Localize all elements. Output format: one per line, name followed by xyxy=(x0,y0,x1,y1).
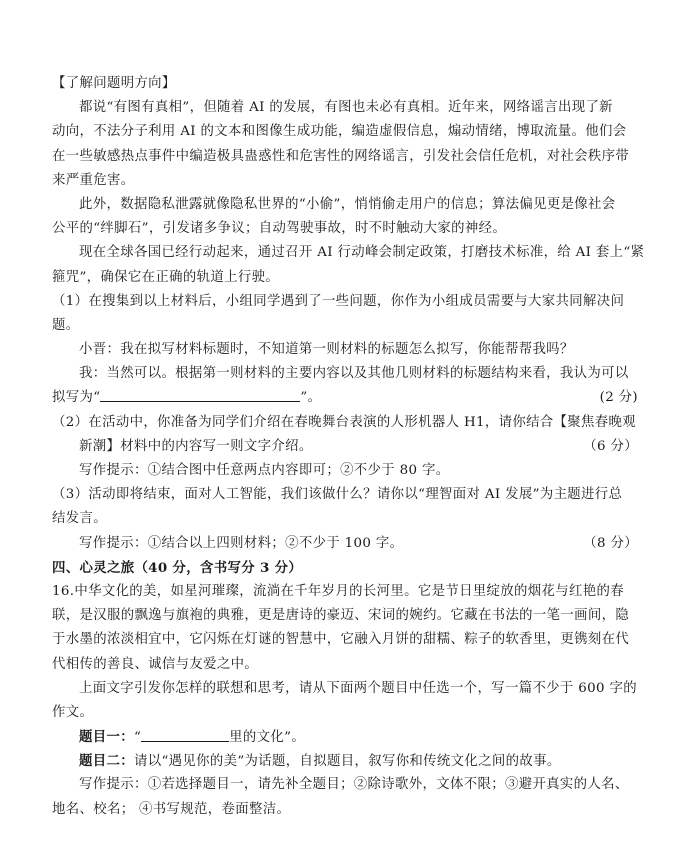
question-3-tip: 写作提示：①结合以上四则材料；②不少于 100 字。 xyxy=(79,535,404,551)
material-p1-line: 来严重危害。 xyxy=(52,172,135,188)
section-4-title: 四、心灵之旅（40 分，含书写分 3 分） xyxy=(52,559,303,576)
question-2-line-text: 新潮】材料中的内容写一则文字介绍。 xyxy=(79,438,313,454)
topic-1 xyxy=(52,725,638,749)
material-p2-line: 此外，数据隐私泄露就像隐私世界的“小偷”，悄悄偷走用户的信息；算法偏见更是像社会 xyxy=(79,196,616,212)
material-p1-line: 动向，不法分子利用 AI 的文本和图像生成功能，编造虚假信息，煽动情绪，博取流量。他们会 xyxy=(52,124,627,140)
q16-prompt-line: 作文。 xyxy=(52,704,94,720)
topic-2 xyxy=(52,749,638,773)
question-1-line: 题。 xyxy=(52,317,80,333)
question-2-score: （6 分） xyxy=(583,438,638,454)
q16-text-line: 于水墨的浓淡相宜中，它闪烁在灯谜的智慧中，它融入月饼的甜糯、粽子的软香里，更镌刻在代 xyxy=(52,632,630,648)
material-p2-line: 公平的“绊脚石”，引发诸多争议；自动驾驶事故，时不时触动大家的神经。 xyxy=(52,221,507,237)
me-dialogue: 我：当然可以。根据第一则材料的主要内容以及其他几则材料的标题结构来看，我认为可以 xyxy=(79,366,629,382)
question-2-tip: 写作提示：①结合图中任意两点内容即可；②不少于 80 字。 xyxy=(79,463,450,478)
material-p1-line: 在一些敏感热点事件中编造极具蛊惑性和危害性的网络谣言，引发社会信任危机，对社会秩序带 xyxy=(52,148,630,164)
answer-blank[interactable] xyxy=(100,387,300,402)
writing-tips-line: 写作提示：①若选择题目一，请先补全题目；②除诗歌外，文体不限；③避开真实的人名、 xyxy=(79,777,629,793)
topic-2-label: 题目二： xyxy=(79,753,134,770)
question-3-line: 结发言。 xyxy=(52,511,107,527)
answer-prefix: 拟写为“ xyxy=(52,390,101,406)
topic-1-suffix: 里的文化”。 xyxy=(229,730,306,746)
section-header: 【了解问题明方向】 xyxy=(52,76,176,91)
q16-text-line: 16.中华文化的美，如星河璀璨，流淌在千年岁月的长河里。它是节日里绽放的烟花与红艳的春 xyxy=(52,583,624,599)
question-1-line: （1）在搜集到以上材料后，小组同学遇到了一些问题，你作为小组成员需要与大家共同解决问 xyxy=(52,293,625,309)
question-1-answer-line xyxy=(52,386,638,410)
q16-text-line: 联，是汉服的飘逸与旗袍的典雅，更是唐诗的豪迈、宋词的婉约。它藏在书法的一笔一画间，隐 xyxy=(52,608,630,624)
topic-1-blank[interactable] xyxy=(141,727,229,742)
question-2-line: （2）在活动中，你准备为同学们介绍在春晚舞台表演的人形机器人 H1，请你结合【聚焦春晚观 xyxy=(52,414,636,430)
q16-prompt-line: 上面文字引发你怎样的联想和思考，请从下面两个题目中任选一个，写一篇不少于 600 字的 xyxy=(79,680,637,696)
question-3-tip-line xyxy=(52,532,638,556)
q16-text-line: 代相传的善良、诚信与友爱之中。 xyxy=(52,656,259,672)
topic-1-label: 题目一： xyxy=(79,729,134,746)
topic-2-text: 请以“遇见你的美”为话题，自拟题目，叙写你和传统文化之间的故事。 xyxy=(133,754,561,770)
exam-page xyxy=(52,72,645,822)
question-2-line xyxy=(52,435,638,459)
answer-suffix: ”。 xyxy=(300,390,322,406)
material-p3-line: 现在全球各国已经行动起来，通过召开 AI 行动峰会制定政策，打磨技术标准，给 AI 套上“紧 xyxy=(79,245,645,261)
writing-tips-line: 地名、校名； ④书写规范，卷面整洁。 xyxy=(52,801,291,817)
xiaojin-dialogue: 小晋：我在拟写材料标题时，不知道第一则材料的标题怎么拟写，你能帮帮我吗？ xyxy=(79,342,574,358)
material-p1-line: 都说“有图有真相”，但随着 AI 的发展，有图也未必有真相。近年来，网络谣言出现了新 xyxy=(79,100,613,116)
question-3-score: （8 分） xyxy=(583,535,638,551)
question-3-line: （3）活动即将结束，面对人工智能，我们该做什么？请你以“理智面对 AI 发展”为主题进行总 xyxy=(52,487,623,503)
question-1-score: (2 分) xyxy=(599,390,638,406)
material-p3-line: 箍咒”，确保它在正确的轨道上行驶。 xyxy=(52,269,280,285)
topic-1-prefix: “ xyxy=(133,730,142,746)
